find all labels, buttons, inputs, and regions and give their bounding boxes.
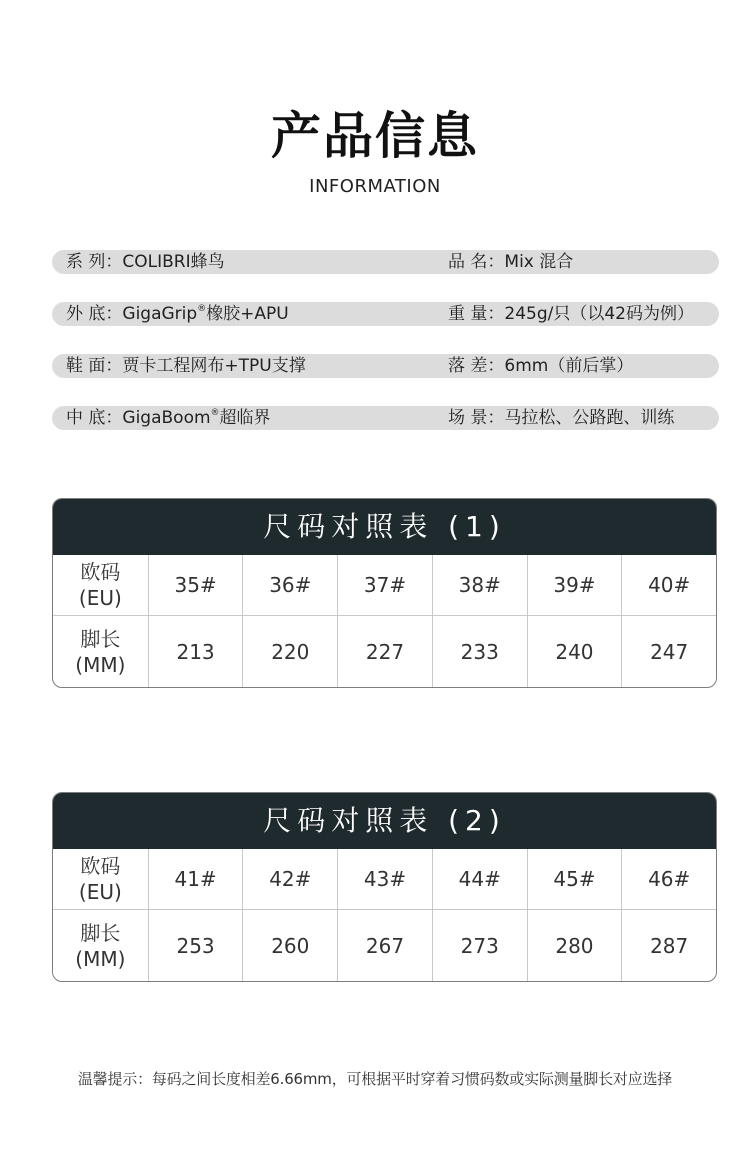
eu-size-cell: 46# — [621, 849, 716, 909]
table-title: 尺码对照表 (2) — [53, 793, 716, 849]
foot-length-cell: 287 — [621, 910, 716, 981]
eu-size-cell: 42# — [242, 849, 337, 909]
foot-length-cell: 267 — [337, 910, 432, 981]
foot-length-cell: 213 — [148, 616, 243, 687]
info-row-upper — [52, 354, 719, 378]
info-row-series — [52, 250, 719, 274]
size-chart-table-2 — [52, 792, 717, 982]
row-label-mm: 脚长 (MM) — [75, 626, 126, 677]
eu-size-cell: 35# — [148, 555, 243, 615]
foot-length-cell: 240 — [527, 616, 622, 687]
table-row-eu — [53, 555, 716, 615]
registered-mark: ® — [197, 304, 207, 314]
row-label-eu: 欧码 (EU) — [78, 560, 122, 610]
row-label-eu: 欧码 (EU) — [78, 854, 122, 904]
foot-length-cell: 220 — [242, 616, 337, 687]
info-row-outsole — [52, 302, 719, 326]
registered-mark: ® — [210, 408, 220, 418]
page-subtitle: INFORMATION — [309, 176, 441, 197]
size-chart-table-1 — [52, 498, 717, 688]
eu-size-cell: 36# — [242, 555, 337, 615]
table-title: 尺码对照表 (1) — [53, 499, 716, 555]
foot-length-cell: 233 — [432, 616, 527, 687]
info-right: 品 名：Mix 混合 — [448, 252, 574, 272]
foot-length-cell: 227 — [337, 616, 432, 687]
eu-size-cell: 43# — [337, 849, 432, 909]
info-left: 鞋 面：贾卡工程网布+TPU支撑 — [66, 356, 306, 376]
eu-size-cell: 37# — [337, 555, 432, 615]
table-row-mm — [53, 615, 716, 687]
eu-size-cell: 45# — [527, 849, 622, 909]
foot-length-cell: 247 — [621, 616, 716, 687]
eu-size-cell: 44# — [432, 849, 527, 909]
table-row-eu — [53, 849, 716, 909]
info-right: 落 差：6mm（前后掌） — [448, 356, 634, 376]
info-right: 重 量：245g/只（以42码为例） — [448, 304, 695, 324]
row-label-mm: 脚长 (MM) — [75, 920, 126, 971]
foot-length-cell: 253 — [148, 910, 243, 981]
eu-size-cell: 40# — [621, 555, 716, 615]
eu-size-cell: 39# — [527, 555, 622, 615]
foot-length-cell: 260 — [242, 910, 337, 981]
eu-size-cell: 38# — [432, 555, 527, 615]
page-title: 产品信息 — [271, 107, 479, 165]
info-row-midsole — [52, 406, 719, 430]
info-left: 中 底：GigaBoom®超临界 — [66, 408, 271, 428]
info-left: 系 列：COLIBRI蜂鸟 — [66, 252, 225, 272]
tip-note: 温馨提示：每码之间长度相差6.66mm，可根据平时穿着习惯码数或实际测量脚长对应选择 — [77, 1070, 673, 1088]
eu-size-cell: 41# — [148, 849, 243, 909]
foot-length-cell: 280 — [527, 910, 622, 981]
info-right: 场 景：马拉松、公路跑、训练 — [448, 408, 675, 428]
table-row-mm — [53, 909, 716, 981]
foot-length-cell: 273 — [432, 910, 527, 981]
info-left: 外 底：GigaGrip®橡胶+APU — [66, 304, 289, 324]
